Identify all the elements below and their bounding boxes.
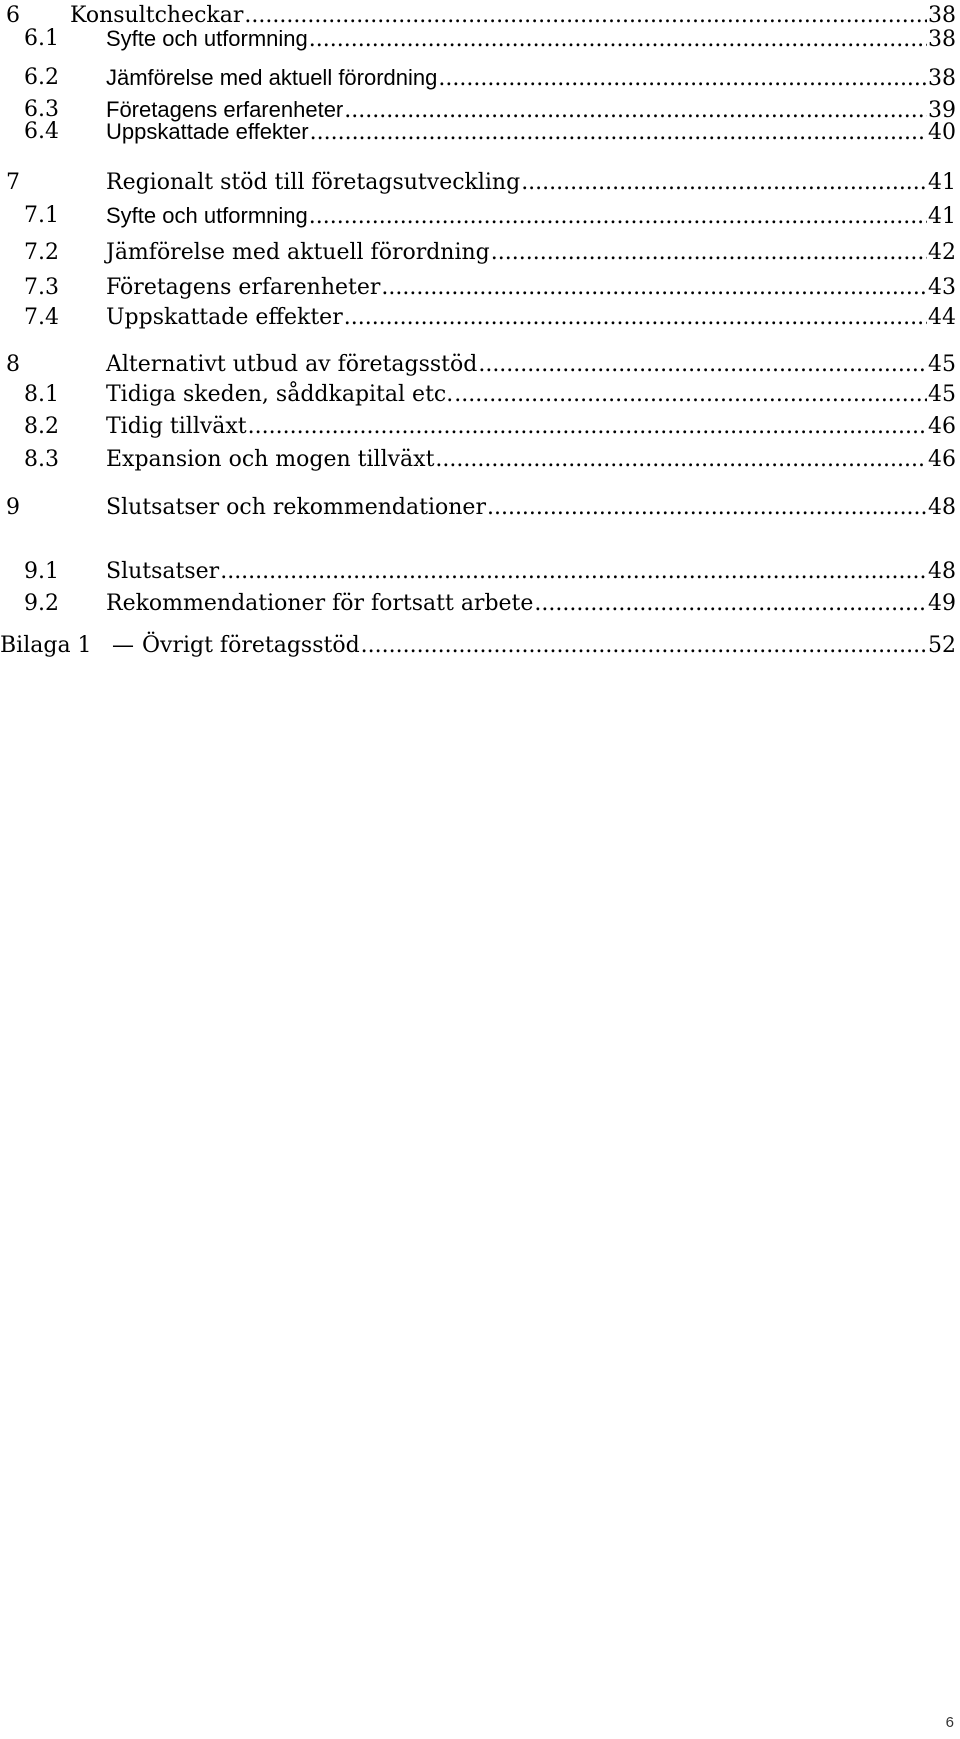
dot-leader <box>534 588 927 620</box>
toc-entry-page: 38 <box>928 27 956 52</box>
dot-leader <box>435 444 927 476</box>
toc-entry-number: 7.1 <box>24 203 59 228</box>
toc-entry-page: 38 <box>928 66 956 91</box>
toc-entry-page: 38 <box>928 3 956 28</box>
toc-entry-page: 46 <box>928 414 956 439</box>
toc-entry-6-1[interactable] <box>0 23 960 55</box>
toc-entry-title: Rekommendationer för fortsatt arbete <box>106 591 534 616</box>
toc-entry-title: Tidiga skeden, såddkapital etc. <box>106 382 454 407</box>
toc-entry-number: 6.3 <box>24 97 59 122</box>
toc-entry-9-2[interactable] <box>0 588 960 620</box>
toc-entry-8-1[interactable] <box>0 379 960 411</box>
em-dash-separator: — <box>112 633 134 658</box>
toc-entry-number: 8.2 <box>24 414 59 439</box>
toc-entry-page: 41 <box>928 170 956 195</box>
toc-entry-number: 7.2 <box>24 240 59 265</box>
toc-entry-number: 9 <box>6 495 20 520</box>
page-number: 6 <box>945 1714 954 1731</box>
toc-entry-page: 41 <box>928 204 956 229</box>
dot-leader <box>309 24 927 56</box>
toc-entry-7[interactable] <box>0 167 960 199</box>
dot-leader <box>309 201 927 233</box>
toc-entry-number: Bilaga 1 <box>0 633 92 658</box>
toc-entry-number: 9.1 <box>24 559 59 584</box>
toc-entry-page: 46 <box>928 447 956 472</box>
dot-leader <box>220 556 927 588</box>
toc-entry-title: Slutsatser <box>106 559 220 584</box>
toc-entry-title: Regionalt stöd till företagsutveckling <box>106 170 521 195</box>
toc-entry-page: 44 <box>928 305 956 330</box>
dot-leader <box>438 63 927 95</box>
toc-entry-7-1[interactable] <box>0 200 960 232</box>
toc-entry-title: Alternativt utbud av företagsstöd <box>106 352 478 377</box>
toc-entry-title: Uppskattade effekter <box>106 119 309 144</box>
toc-entry-page: 45 <box>928 352 956 377</box>
toc-entry-title: Konsultcheckar <box>70 3 244 28</box>
toc-entry-number: 6.1 <box>24 26 59 51</box>
dot-leader <box>454 379 927 411</box>
toc-entry-7-3[interactable] <box>0 272 960 304</box>
toc-entry-number: 8.1 <box>24 382 59 407</box>
toc-entry-title: Företagens erfarenheter <box>106 275 381 300</box>
toc-entry-title: Övrigt företagsstöd <box>142 633 360 658</box>
toc-entry-8[interactable] <box>0 349 960 381</box>
toc-entry-number: 6.4 <box>24 119 59 144</box>
toc-entry-title: Syfte och utformning <box>106 203 308 228</box>
toc-entry-7-4[interactable] <box>0 302 960 334</box>
dot-leader <box>381 272 927 304</box>
toc-entry-number: 6 <box>6 3 20 28</box>
toc-entry-number: 7.3 <box>24 275 59 300</box>
toc-entry-9-1[interactable] <box>0 556 960 588</box>
toc-entry-title: Jämförelse med aktuell förordning <box>106 240 490 265</box>
toc-entry-title: Jämförelse med aktuell förordning <box>106 65 438 90</box>
dot-leader <box>310 117 927 149</box>
toc-entry-number: 8.3 <box>24 447 59 472</box>
toc-entry-number: 6.2 <box>24 65 59 90</box>
toc-entry-title: Uppskattade effekter <box>106 305 343 330</box>
toc-entry-page: 48 <box>928 495 956 520</box>
toc-entry-number: 8 <box>6 352 20 377</box>
toc-entry-7-2[interactable] <box>0 237 960 269</box>
dot-leader <box>361 630 927 662</box>
dot-leader <box>521 167 927 199</box>
toc-entry-page: 49 <box>928 591 956 616</box>
toc-entry-number: 7 <box>6 170 20 195</box>
toc-entry-page: 52 <box>928 633 956 658</box>
toc-entry-number: 7.4 <box>24 305 59 330</box>
dot-leader <box>478 349 927 381</box>
toc-entry-6-2[interactable] <box>0 62 960 94</box>
toc-entry-bilaga-1[interactable] <box>0 630 960 662</box>
dot-leader <box>491 237 927 269</box>
toc-entry-title: Företagens erfarenheter <box>106 97 344 122</box>
dot-leader <box>344 302 927 334</box>
toc-entry-page: 42 <box>928 240 956 265</box>
toc-entry-title: Syfte och utformning <box>106 26 308 51</box>
toc-entry-number: 9.2 <box>24 591 59 616</box>
toc-entry-6-4[interactable] <box>0 116 960 148</box>
toc-entry-title: Tidig tillväxt <box>106 414 247 439</box>
toc-entry-page: 43 <box>928 275 956 300</box>
toc-entry-page: 40 <box>928 120 956 145</box>
toc-entry-page: 39 <box>928 98 956 123</box>
toc-entry-page: 45 <box>928 382 956 407</box>
toc-entry-8-3[interactable] <box>0 444 960 476</box>
toc-entry-8-2[interactable] <box>0 411 960 443</box>
toc-entry-page: 48 <box>928 559 956 584</box>
dot-leader <box>248 411 927 443</box>
toc-entry-title: Expansion och mogen tillväxt <box>106 447 435 472</box>
toc-entry-title: Slutsatser och rekommendationer <box>106 495 486 520</box>
dot-leader <box>487 492 927 524</box>
toc-entry-9[interactable] <box>0 492 960 524</box>
